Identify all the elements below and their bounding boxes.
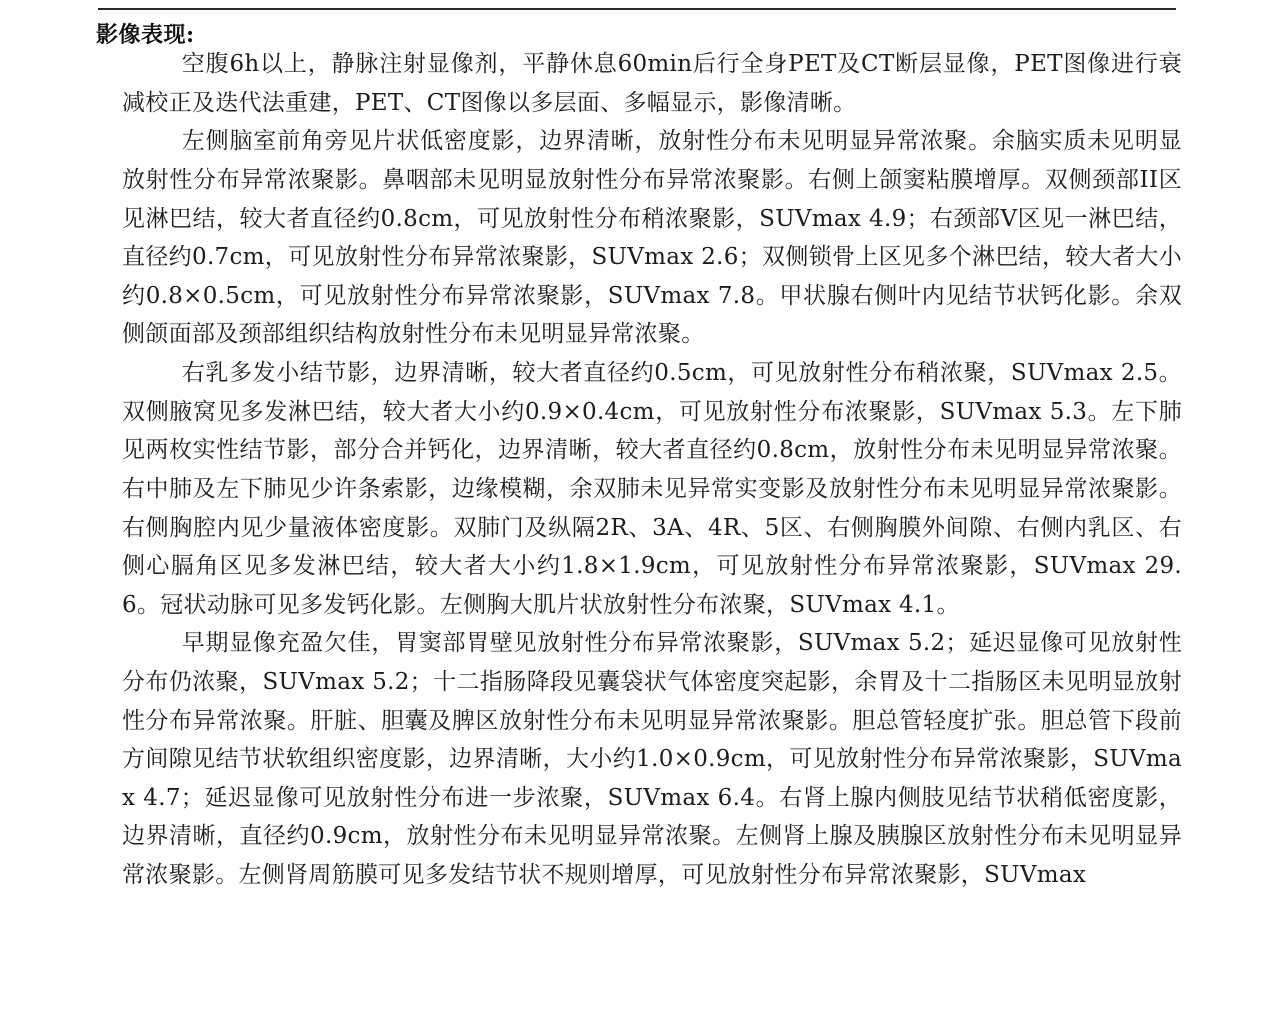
paragraph-head-neck: 左侧脑室前角旁见片状低密度影，边界清晰，放射性分布未见明显异常浓聚。余脑实质未见明显放射性分布异常浓聚影。鼻咽部未见明显放射性分布异常浓聚影。右侧上颌窦粘膜增厚。双侧颈部II区见淋巴结，较大者直径约0.8cm，可见放射性分布稍浓聚影，SUVmax 4.9；右颈部V区见一淋巴结，直径约0.7cm，可见放射性分布异常浓聚影，SUVmax 2.6；双侧锁骨上区见多个淋巴结，较大者大小约0.8×0.5cm，可见放射性分布异常浓聚影，SUVmax 7.8。甲状腺右侧叶内见结节状钙化影。余双侧颌面部及颈部组织结构放射性分布未见明显异常浓聚。	[122, 128, 1182, 348]
section-heading: 影像表现:	[96, 22, 195, 48]
paragraph-scan-protocol: 空腹6h以上，静脉注射显像剂，平静休息60min后行全身PET及CT断层显像，PET图像进行衰减校正及迭代法重建，PET、CT图像以多层面、多幅显示，影像清晰。	[122, 51, 1182, 116]
paragraph-chest: 右乳多发小结节影，边界清晰，较大者直径约0.5cm，可见放射性分布稍浓聚，SUVmax 2.5。双侧腋窝见多发淋巴结，较大者大小约0.9×0.4cm，可见放射性分布浓聚影，SUVmax 5.3。左下肺见两枚实性结节影，部分合并钙化，边界清晰，较大者直径约0.8cm，放射性分布未见明显异常浓聚。右中肺及左下肺见少许条索影，边缘模糊，余双肺未见异常实变影及放射性分布未见明显异常浓聚影。右侧胸腔内见少量液体密度影。双肺门及纵隔2R、3A、4R、5区、右侧胸膜外间隙、右侧内乳区、右侧心膈角区见多发淋巴结，较大者大小约1.8×1.9cm，可见放射性分布异常浓聚影，SUVmax 29.6。冠状动脉可见多发钙化影。左侧胸大肌片状放射性分布浓聚，SUVmax 4.1。	[122, 360, 1182, 618]
paragraph-abdomen: 早期显像充盈欠佳，胃窦部胃壁见放射性分布异常浓聚影，SUVmax 5.2；延迟显像可见放射性分布仍浓聚，SUVmax 5.2；十二指肠降段见囊袋状气体密度突起影，余胃及十二指肠区未见明显放射性分布异常浓聚。肝脏、胆囊及脾区放射性分布未见明显异常浓聚影。胆总管轻度扩张。胆总管下段前方间隙见结节状软组织密度影，边界清晰，大小约1.0×0.9cm，可见放射性分布异常浓聚影，SUVmax 4.7；延迟显像可见放射性分布进一步浓聚，SUVmax 6.4。右肾上腺内侧肢见结节状稍低密度影，边界清晰，直径约0.9cm，放射性分布未见明显异常浓聚。左侧肾上腺及胰腺区放射性分布未见明显异常浓聚影。左侧肾周筋膜可见多发结节状不规则增厚，可见放射性分布异常浓聚影，SUVmax	[122, 630, 1182, 889]
report-body	[122, 45, 1182, 895]
top-divider-line	[98, 8, 1176, 10]
